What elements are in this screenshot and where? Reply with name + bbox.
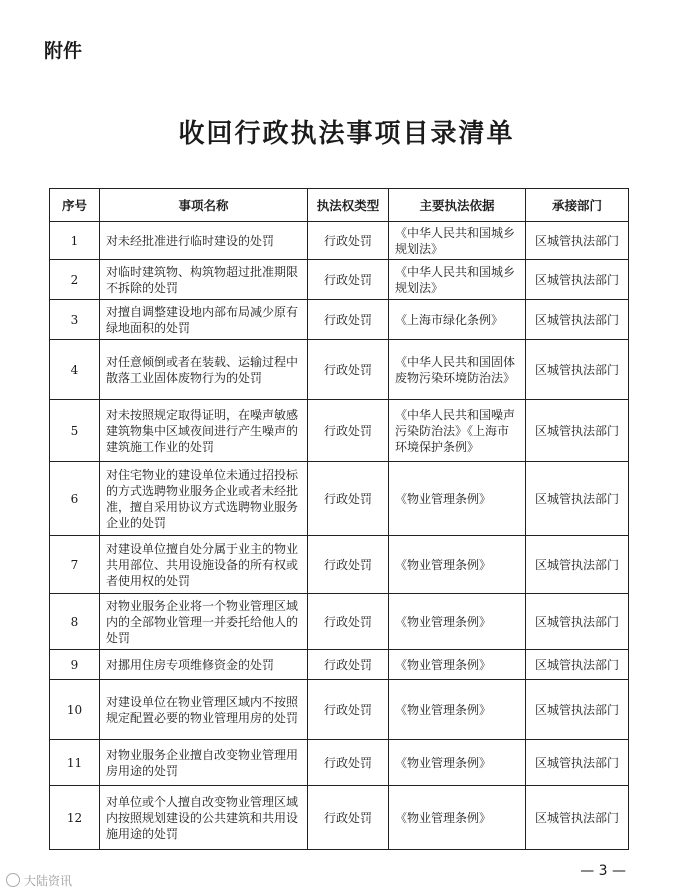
table-row <box>50 740 629 786</box>
department: 区城管执法部门 <box>526 260 629 300</box>
row-number: 3 <box>50 300 100 340</box>
legal-basis: 《物业管理条例》 <box>389 462 526 536</box>
page-number: — 3 — <box>580 863 626 879</box>
item-name: 对任意倾倒或者在装载、运输过程中散落工业固体废物行为的处罚 <box>100 340 308 400</box>
row-number: 12 <box>50 786 100 850</box>
legal-basis: 《中华人民共和国固体废物污染环境防治法》 <box>389 340 526 400</box>
legal-basis: 《中华人民共和国噪声污染防治法》《上海市环境保护条例》 <box>389 400 526 462</box>
legal-basis: 《物业管理条例》 <box>389 594 526 650</box>
legal-basis: 《上海市绿化条例》 <box>389 300 526 340</box>
table-row <box>50 300 629 340</box>
power-type: 行政处罚 <box>308 536 389 594</box>
item-name: 对未按照规定取得证明，在噪声敏感建筑物集中区域夜间进行产生噪声的建筑施工作业的处罚 <box>100 400 308 462</box>
item-name: 对物业服务企业将一个物业管理区域内的全部物业管理一并委托给他人的处罚 <box>100 594 308 650</box>
legal-basis: 《物业管理条例》 <box>389 536 526 594</box>
row-number: 5 <box>50 400 100 462</box>
table-row <box>50 680 629 740</box>
department: 区城管执法部门 <box>526 536 629 594</box>
department: 区城管执法部门 <box>526 340 629 400</box>
table-row <box>50 222 629 260</box>
power-type: 行政处罚 <box>308 786 389 850</box>
item-name: 对挪用住房专项维修资金的处罚 <box>100 650 308 680</box>
department: 区城管执法部门 <box>526 594 629 650</box>
table-row <box>50 400 629 462</box>
power-type: 行政处罚 <box>308 740 389 786</box>
power-type: 行政处罚 <box>308 400 389 462</box>
department: 区城管执法部门 <box>526 222 629 260</box>
row-number: 4 <box>50 340 100 400</box>
table-header-row <box>50 189 629 222</box>
department: 区城管执法部门 <box>526 462 629 536</box>
column-header-item-name: 事项名称 <box>100 189 308 222</box>
item-name: 对未经批准进行临时建设的处罚 <box>100 222 308 260</box>
row-number: 1 <box>50 222 100 260</box>
legal-basis: 《物业管理条例》 <box>389 680 526 740</box>
row-number: 7 <box>50 536 100 594</box>
legal-basis: 《物业管理条例》 <box>389 740 526 786</box>
row-number: 8 <box>50 594 100 650</box>
column-header-department: 承接部门 <box>526 189 629 222</box>
power-type: 行政处罚 <box>308 462 389 536</box>
legal-basis: 《中华人民共和国城乡规划法》 <box>389 222 526 260</box>
column-header-number: 序号 <box>50 189 100 222</box>
power-type: 行政处罚 <box>308 222 389 260</box>
department: 区城管执法部门 <box>526 650 629 680</box>
watermark-logo-icon <box>6 873 20 887</box>
item-name: 对临时建筑物、构筑物超过批准期限不拆除的处罚 <box>100 260 308 300</box>
department: 区城管执法部门 <box>526 400 629 462</box>
row-number: 2 <box>50 260 100 300</box>
row-number: 10 <box>50 680 100 740</box>
row-number: 11 <box>50 740 100 786</box>
power-type: 行政处罚 <box>308 650 389 680</box>
power-type: 行政处罚 <box>308 260 389 300</box>
item-name: 对建设单位擅自处分属于业主的物业共用部位、共用设施设备的所有权或者使用权的处罚 <box>100 536 308 594</box>
table-row <box>50 650 629 680</box>
item-name: 对建设单位在物业管理区域内不按照规定配置必要的物业管理用房的处罚 <box>100 680 308 740</box>
row-number: 6 <box>50 462 100 536</box>
row-number: 9 <box>50 650 100 680</box>
power-type: 行政处罚 <box>308 594 389 650</box>
legal-basis: 《中华人民共和国城乡规划法》 <box>389 260 526 300</box>
department: 区城管执法部门 <box>526 786 629 850</box>
watermark-text: 大陆资讯 <box>24 874 73 888</box>
column-header-power-type: 执法权类型 <box>308 189 389 222</box>
table-row <box>50 594 629 650</box>
attachment-label: 附件 <box>44 40 83 62</box>
power-type: 行政处罚 <box>308 340 389 400</box>
item-name: 对物业服务企业擅自改变物业管理用房用途的处罚 <box>100 740 308 786</box>
table-row <box>50 536 629 594</box>
column-header-legal-basis: 主要执法依据 <box>389 189 526 222</box>
table-row <box>50 340 629 400</box>
department: 区城管执法部门 <box>526 740 629 786</box>
item-name: 对单位或个人擅自改变物业管理区域内按照规划建设的公共建筑和共用设施用途的处罚 <box>100 786 308 850</box>
department: 区城管执法部门 <box>526 680 629 740</box>
department: 区城管执法部门 <box>526 300 629 340</box>
legal-basis: 《物业管理条例》 <box>389 786 526 850</box>
table-row <box>50 462 629 536</box>
item-name: 对住宅物业的建设单位未通过招投标的方式选聘物业服务企业或者未经批准，擅自采用协议方式选聘物业服务企业的处罚 <box>100 462 308 536</box>
legal-basis: 《物业管理条例》 <box>389 650 526 680</box>
table-row <box>50 260 629 300</box>
power-type: 行政处罚 <box>308 300 389 340</box>
power-type: 行政处罚 <box>308 680 389 740</box>
table-row <box>50 786 629 850</box>
watermark <box>6 872 72 889</box>
item-name: 对擅自调整建设地内部布局减少原有绿地面积的处罚 <box>100 300 308 340</box>
document-title: 收回行政执法事项目录清单 <box>178 119 515 149</box>
enforcement-items-table <box>49 188 629 850</box>
table-body <box>50 222 629 850</box>
